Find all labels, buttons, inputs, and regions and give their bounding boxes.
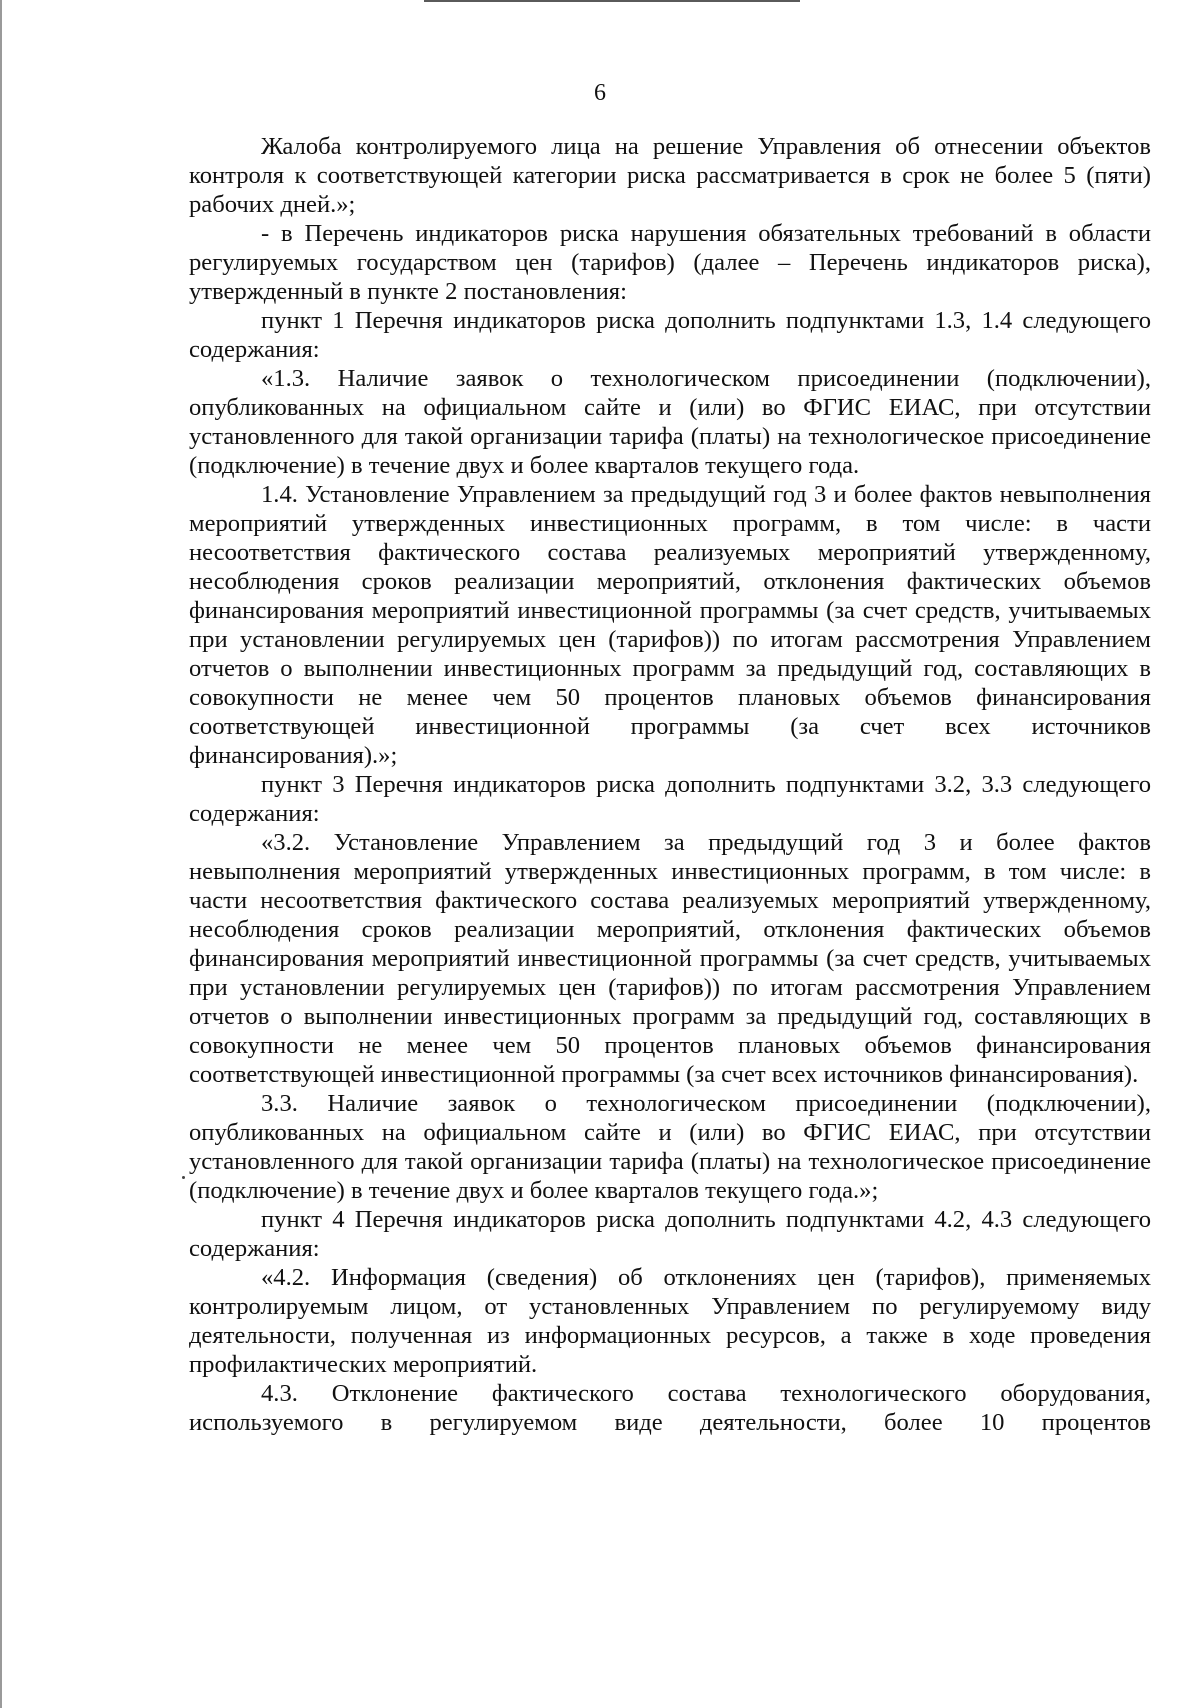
paragraph-item-4-amendment: пункт 4 Перечня индикаторов риска дополнить подпунктами 4.2, 4.3 следующего содержания:	[189, 1206, 1151, 1262]
paragraph-risk-indicators-list: - в Перечень индикаторов риска нарушения обязательных требований в области регулируемых государством цен (тарифов) (далее – Перечень индикаторов риска), утвержденный в пункте 2 постановления:	[189, 220, 1151, 305]
paragraph-item-1-amendment: пункт 1 Перечня индикаторов риска дополнить подпунктами 1.3, 1.4 следующего содержания:	[189, 307, 1151, 363]
scan-top-edge-line	[424, 0, 800, 2]
paragraph-subitem-3-3: 3.3. Наличие заявок о технологическом присоединении (подключении), опубликованных на официальном сайте и (или) во ФГИС ЕИАС, при отсутствии установленного для такой организации тарифа (платы) на технологическое присоединение (подключение) в течение двух и более кварталов текущего года.»;	[189, 1090, 1151, 1204]
scan-left-edge-line	[0, 0, 2, 1708]
paragraph-subitem-3-2: «3.2. Установление Управлением за предыдущий год 3 и более фактов невыполнения мероприятий утвержденных инвестиционных программ, в том числе: в части несоответствия фактического состава реализуемых мероприятий утвержденному, несоблюдения сроков реализации мероприятий, отклонения фактических объемов финансирования мероприятий инвестиционной программы (за счет средств, учитываемых при установлении регулируемых цен (тарифов)) по итогам рассмотрения Управлением отчетов о выполнении инвестиционных программ за предыдущий год, составляющих в совокупности не менее чем 50 процентов плановых объемов финансирования соответствующей инвестиционной программы (за счет всех источников финансирования).	[189, 829, 1151, 1088]
paragraph-subitem-4-2: «4.2. Информация (сведения) об отклонениях цен (тарифов), применяемых контролируемым лицом, от установленных Управлением по регулируемому виду деятельности, полученная из информационных ресурсов, а также в ходе проведения профилактических мероприятий.	[189, 1264, 1151, 1378]
paragraph-subitem-1-4: 1.4. Установление Управлением за предыдущий год 3 и более фактов невыполнения мероприятий утвержденных инвестиционных программ, в том числе: в части несоответствия фактического состава реализуемых мероприятий утвержденному, несоблюдения сроков реализации мероприятий, отклонения фактических объемов финансирования мероприятий инвестиционной программы (за счет средств, учитываемых при установлении регулируемых цен (тарифов)) по итогам рассмотрения Управлением отчетов о выполнении инвестиционных программ за предыдущий год, составляющих в совокупности не менее чем 50 процентов плановых объемов финансирования соответствующей инвестиционной программы (за счет всех источников финансирования).»;	[189, 481, 1151, 769]
paragraph-item-3-amendment: пункт 3 Перечня индикаторов риска дополнить подпунктами 3.2, 3.3 следующего содержания:	[189, 771, 1151, 827]
paragraph-subitem-4-3: 4.3. Отклонение фактического состава технологического оборудования, используемого в регулируемом виде деятельности, более 10 процентов	[189, 1380, 1151, 1436]
paragraph-subitem-1-3: «1.3. Наличие заявок о технологическом присоединении (подключении), опубликованных на официальном сайте и (или) во ФГИС ЕИАС, при отсутствии установленного для такой организации тарифа (платы) на технологическое присоединение (подключение) в течение двух и более кварталов текущего года.	[189, 365, 1151, 479]
scan-speck	[182, 1176, 185, 1179]
page-number: 6	[594, 80, 606, 106]
paragraph-complaint-term: Жалоба контролируемого лица на решение Управления об отнесении объектов контроля к соответствующей категории риска рассматривается в срок не более 5 (пяти) рабочих дней.»;	[189, 133, 1151, 218]
document-body	[189, 132, 1151, 1437]
